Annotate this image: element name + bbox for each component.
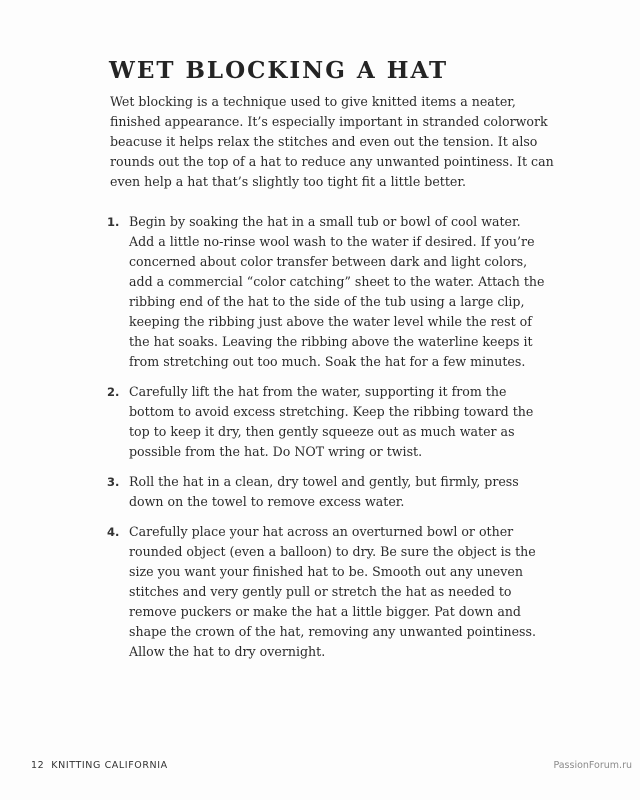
watermark: PassionForum.ru: [553, 760, 632, 771]
step-text: Carefully place your hat across an overturned bowl or other rounded object (even a balloon) to dry. Be sure the object is the size you want your finished hat to be. Smooth out any uneven stitches and very gently pull or stretch the hat as needed to remove puckers or make the hat a little bigger. Pat down and shape the crown of the hat, removing any unwanted pointiness. Allow the hat to dry overnight.: [129, 524, 536, 659]
page-footer: [31, 760, 168, 771]
step-item: [107, 472, 545, 512]
intro-paragraph: Wet blocking is a technique used to give knitted items a neater, finished appearance. It’s especially important in stranded colorwork beacuse it helps relax the stitches and even out the tension. It also rounds out the top of a hat to reduce any unwanted pointiness. It can even help a hat that’s slightly too tight fit a little better.: [110, 94, 554, 189]
page-title: WET BLOCKING A HAT: [109, 57, 449, 84]
book-title: KNITTING CALIFORNIA: [51, 760, 168, 771]
step-item: [107, 212, 545, 372]
step-number: 1.: [107, 215, 120, 229]
step-item: [107, 522, 545, 662]
steps-list: [107, 212, 545, 672]
step-number: 3.: [107, 475, 120, 489]
step-text: Carefully lift the hat from the water, supporting it from the bottom to avoid excess stretching. Keep the ribbing toward the top to keep it dry, then gently squeeze out as much water as possible from the hat. Do NOT wring or twist.: [129, 384, 534, 459]
page-number: 12: [31, 760, 45, 771]
step-number: 4.: [107, 525, 120, 539]
step-item: [107, 382, 545, 462]
step-number: 2.: [107, 385, 120, 399]
step-text: Begin by soaking the hat in a small tub or bowl of cool water. Add a little no-rinse wool wash to the water if desired. If you’re concerned about color transfer between dark and light colors, add a commercial “color catching” sheet to the water. Attach the ribbing end of the hat to the side of the tub using a large clip, keeping the ribbing just above the water level while the rest of the hat soaks. Leaving the ribbing above the waterline keeps it from stretching out too much. Soak the hat for a few minutes.: [129, 214, 545, 369]
step-text: Roll the hat in a clean, dry towel and gently, but firmly, press down on the towel to remove excess water.: [129, 474, 519, 509]
